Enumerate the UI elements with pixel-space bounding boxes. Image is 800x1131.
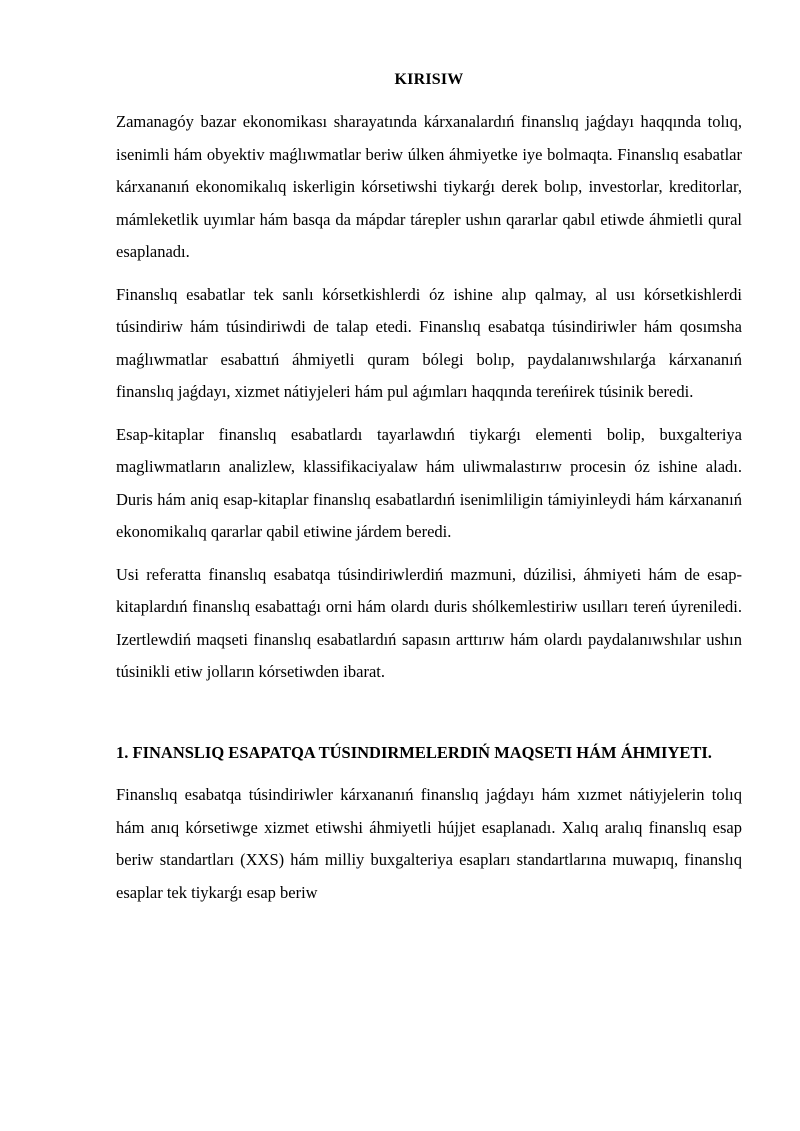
intro-paragraph-4: Usi referatta finanslıq esabatqa túsindiriwlerdiń mazmuni, dúzilisi, áhmiyeti hám de esap-kitaplardıń finanslıq esabattaǵı orni hám olardı duris shólkemlestiriw usılları tereń úyreniledi. Izertlewdiń maqseti finanslıq esabatlardıń sapasın arttırıw hám olardı paydalanıwshılar ushın túsinikli etiw jolların kórsetiwden ibarat. xyxy=(116,564,742,681)
section-1-paragraph: Finanslıq esabatqa túsindiriwler kárxananıń finanslıq jaǵdayı hám xızmet nátiyjelerin tolıq hám anıq kórsetiwge xizmet etiwshi áhmiyetli hújjet esaplanadı. Xalıq aralıq finanslıq esap beriw standartları (XXS) hám milliy buxgalteriya esapları standartlarına muwapıq, finanslıq esaplar tek tiykarǵı esap beriw xyxy=(116,785,742,902)
intro-paragraph-1: Zamanagóy bazar ekonomikası sharayatında kárxanalardıń finanslıq jaǵdayı haqqında tolıq, isenimli hám obyektiv maǵlıwmatlar beriw úlken áhmiyetke iye bolmaqta. Finanslıq esabatlar kárxananıń ekonomikalıq iskerligin kórsetiwshi tiykarǵı derek bolıp, investorlar, kreditorlar, mámleketlik uyımlar hám basqa da mápdar tárepler ushın qararlar qabıl etiwde áhmietli qural esaplanadı. xyxy=(116,112,742,261)
intro-paragraph-2: Finanslıq esabatlar tek sanlı kórsetkishlerdi óz ishine alıp qalmay, al usı kórsetkishlerdi túsindiriw hám túsindiriwdi de talap etedi. Finanslıq esabatqa túsindiriwler hám qosımsha maǵlıwmatlar esabattıń áhmiyetli quram bólegi bolıp, paydalanıwshılarǵa kárxananıń finanslıq jaǵdayı, xizmet nátiyjeleri hám pul aǵımları haqqında tereńirek túsinik beredi. xyxy=(116,284,742,401)
document-page xyxy=(116,70,742,919)
section-1-heading: 1. FINANSLIQ ESAPATQA TÚSINDIRMELERDIŃ MAQSETI HÁM ÁHMIYETI. xyxy=(116,742,712,762)
document-title: KIRISIW xyxy=(394,71,464,88)
intro-paragraph-3: Esap-kitaplar finanslıq esabatlardı tayarlawdıń tiykarǵı elementi bolip, buxgalteriya magliwmatların analizlew, klassifikaciyalaw hám uliwmalastırıw procesin óz ishine aladı. Duris hám aniq esap-kitaplar finanslıq esabatlardıń isenimliligin támiyinleydi hám kárxananıń ekonomikalıq qararlar qabil etiwine járdem beredi. xyxy=(116,424,742,541)
